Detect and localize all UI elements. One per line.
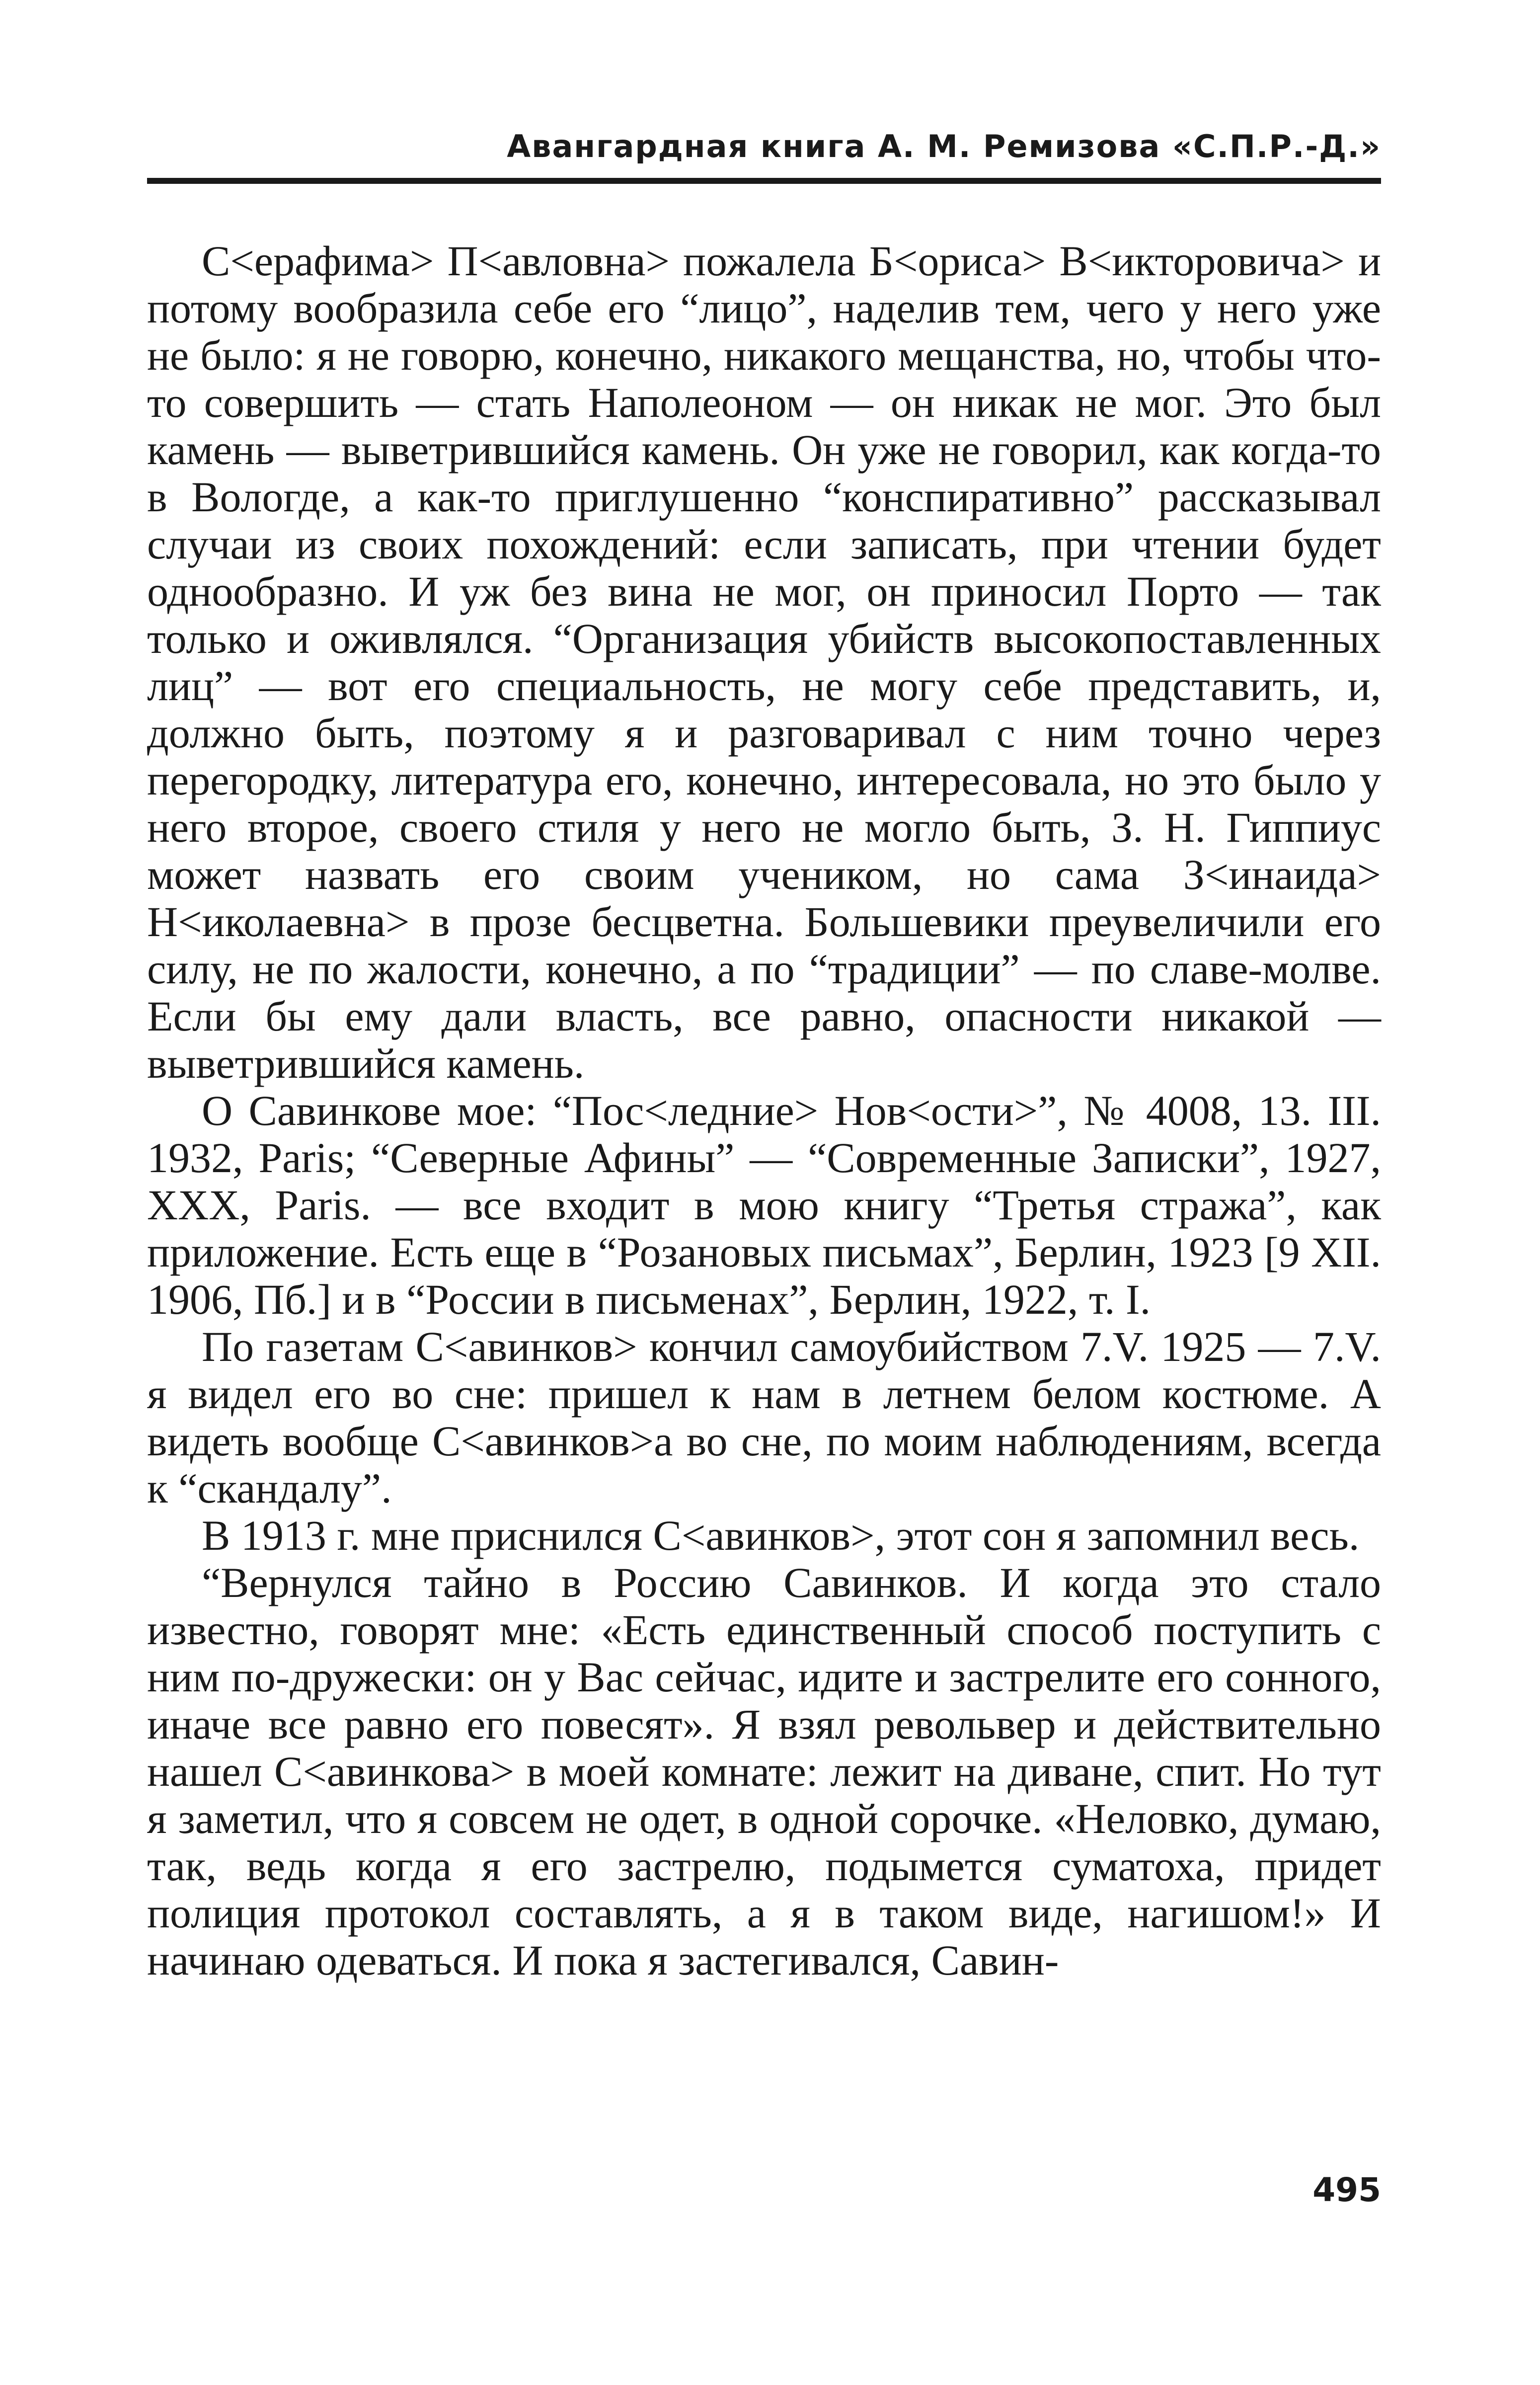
page-number: 495 <box>1312 2171 1381 2209</box>
body-text <box>147 238 1381 1984</box>
paragraph: В 1913 г. мне приснился С<авинков>, этот сон я запомнил весь. <box>202 1511 1360 1559</box>
paragraph: С<ерафима> П<авловна> пожалела Б<ориса> В<икторовича> и потому вообразила себе его “лицо”, наделив тем, чего у него уже не было: я не говорю, конечно, никакого мещанства, но, чтобы что-то совершить — стать Наполеоном — он никак не мог. Это был камень — выветрившийся камень. Он уже не говорил, как когда-то в Вологде, а как-то приглушенно “конспиративно” рассказывал случаи из своих похождений: если записать, при чтении будет однообразно. И уж без вина не мог, он приносил Порто — так только и оживлялся. “Организация убийств высокопоставленных лиц” — вот его специальность, не могу себе представить, и, должно быть, поэтому я и разговаривал с ним точно через перегородку, литература его, конечно, интересовала, но это было у него второе, своего стиля у него не могло быть, З. Н. Гиппиус может назвать его своим учеником, но сама З<инаида> Н<иколаевна> в прозе бесцветна. Большевики преувеличили его силу, не по жалости, конечно, а по “традиции” — по славе-молве. Если бы ему дали власть, все равно, опасности никакой — выветрившийся камень. <box>147 237 1381 1087</box>
header-rule <box>147 178 1381 184</box>
paragraph: О Савинкове мое: “Пос<ледние> Нов<ости>”, № 4008, 13. III. 1932, Paris; “Северные Афины” — “Современные Записки”, 1927, XXX, Paris. — все входит в мою книгу “Третья стража”, как приложение. Есть еще в “Розановых письмах”, Берлин, 1923 [9 XII. 1906, Пб.] и в “России в письменах”, Берлин, 1922, т. I. <box>147 1087 1381 1323</box>
running-header: Авангардная книга А. М. Ремизова «С.П.Р.-Д.» <box>507 128 1381 164</box>
paragraph: По газетам С<авинков> кончил самоубийством 7.V. 1925 — 7.V. я видел его во сне: пришел к нам в летнем белом костюме. А видеть вообще С<авинков>а во сне, по моим наблюдениям, всегда к “скандалу”. <box>147 1323 1381 1512</box>
paragraph: “Вернулся тайно в Россию Савинков. И когда это стало известно, говорят мне: «Есть единственный способ поступить с ним по-дружески: он у Вас сейчас, идите и застрелите его сонного, иначе все равно его повесят». Я взял револьвер и действительно нашел С<авинкова> в моей комнате: лежит на диване, спит. Но тут я заметил, что я совсем не одет, в одной сорочке. «Неловко, думаю, так, ведь когда я его застрелю, подымется суматоха, придет полиция протокол составлять, а я в таком виде, нагишом!» И начинаю одеваться. И пока я застегивался, Савин- <box>147 1559 1381 1984</box>
